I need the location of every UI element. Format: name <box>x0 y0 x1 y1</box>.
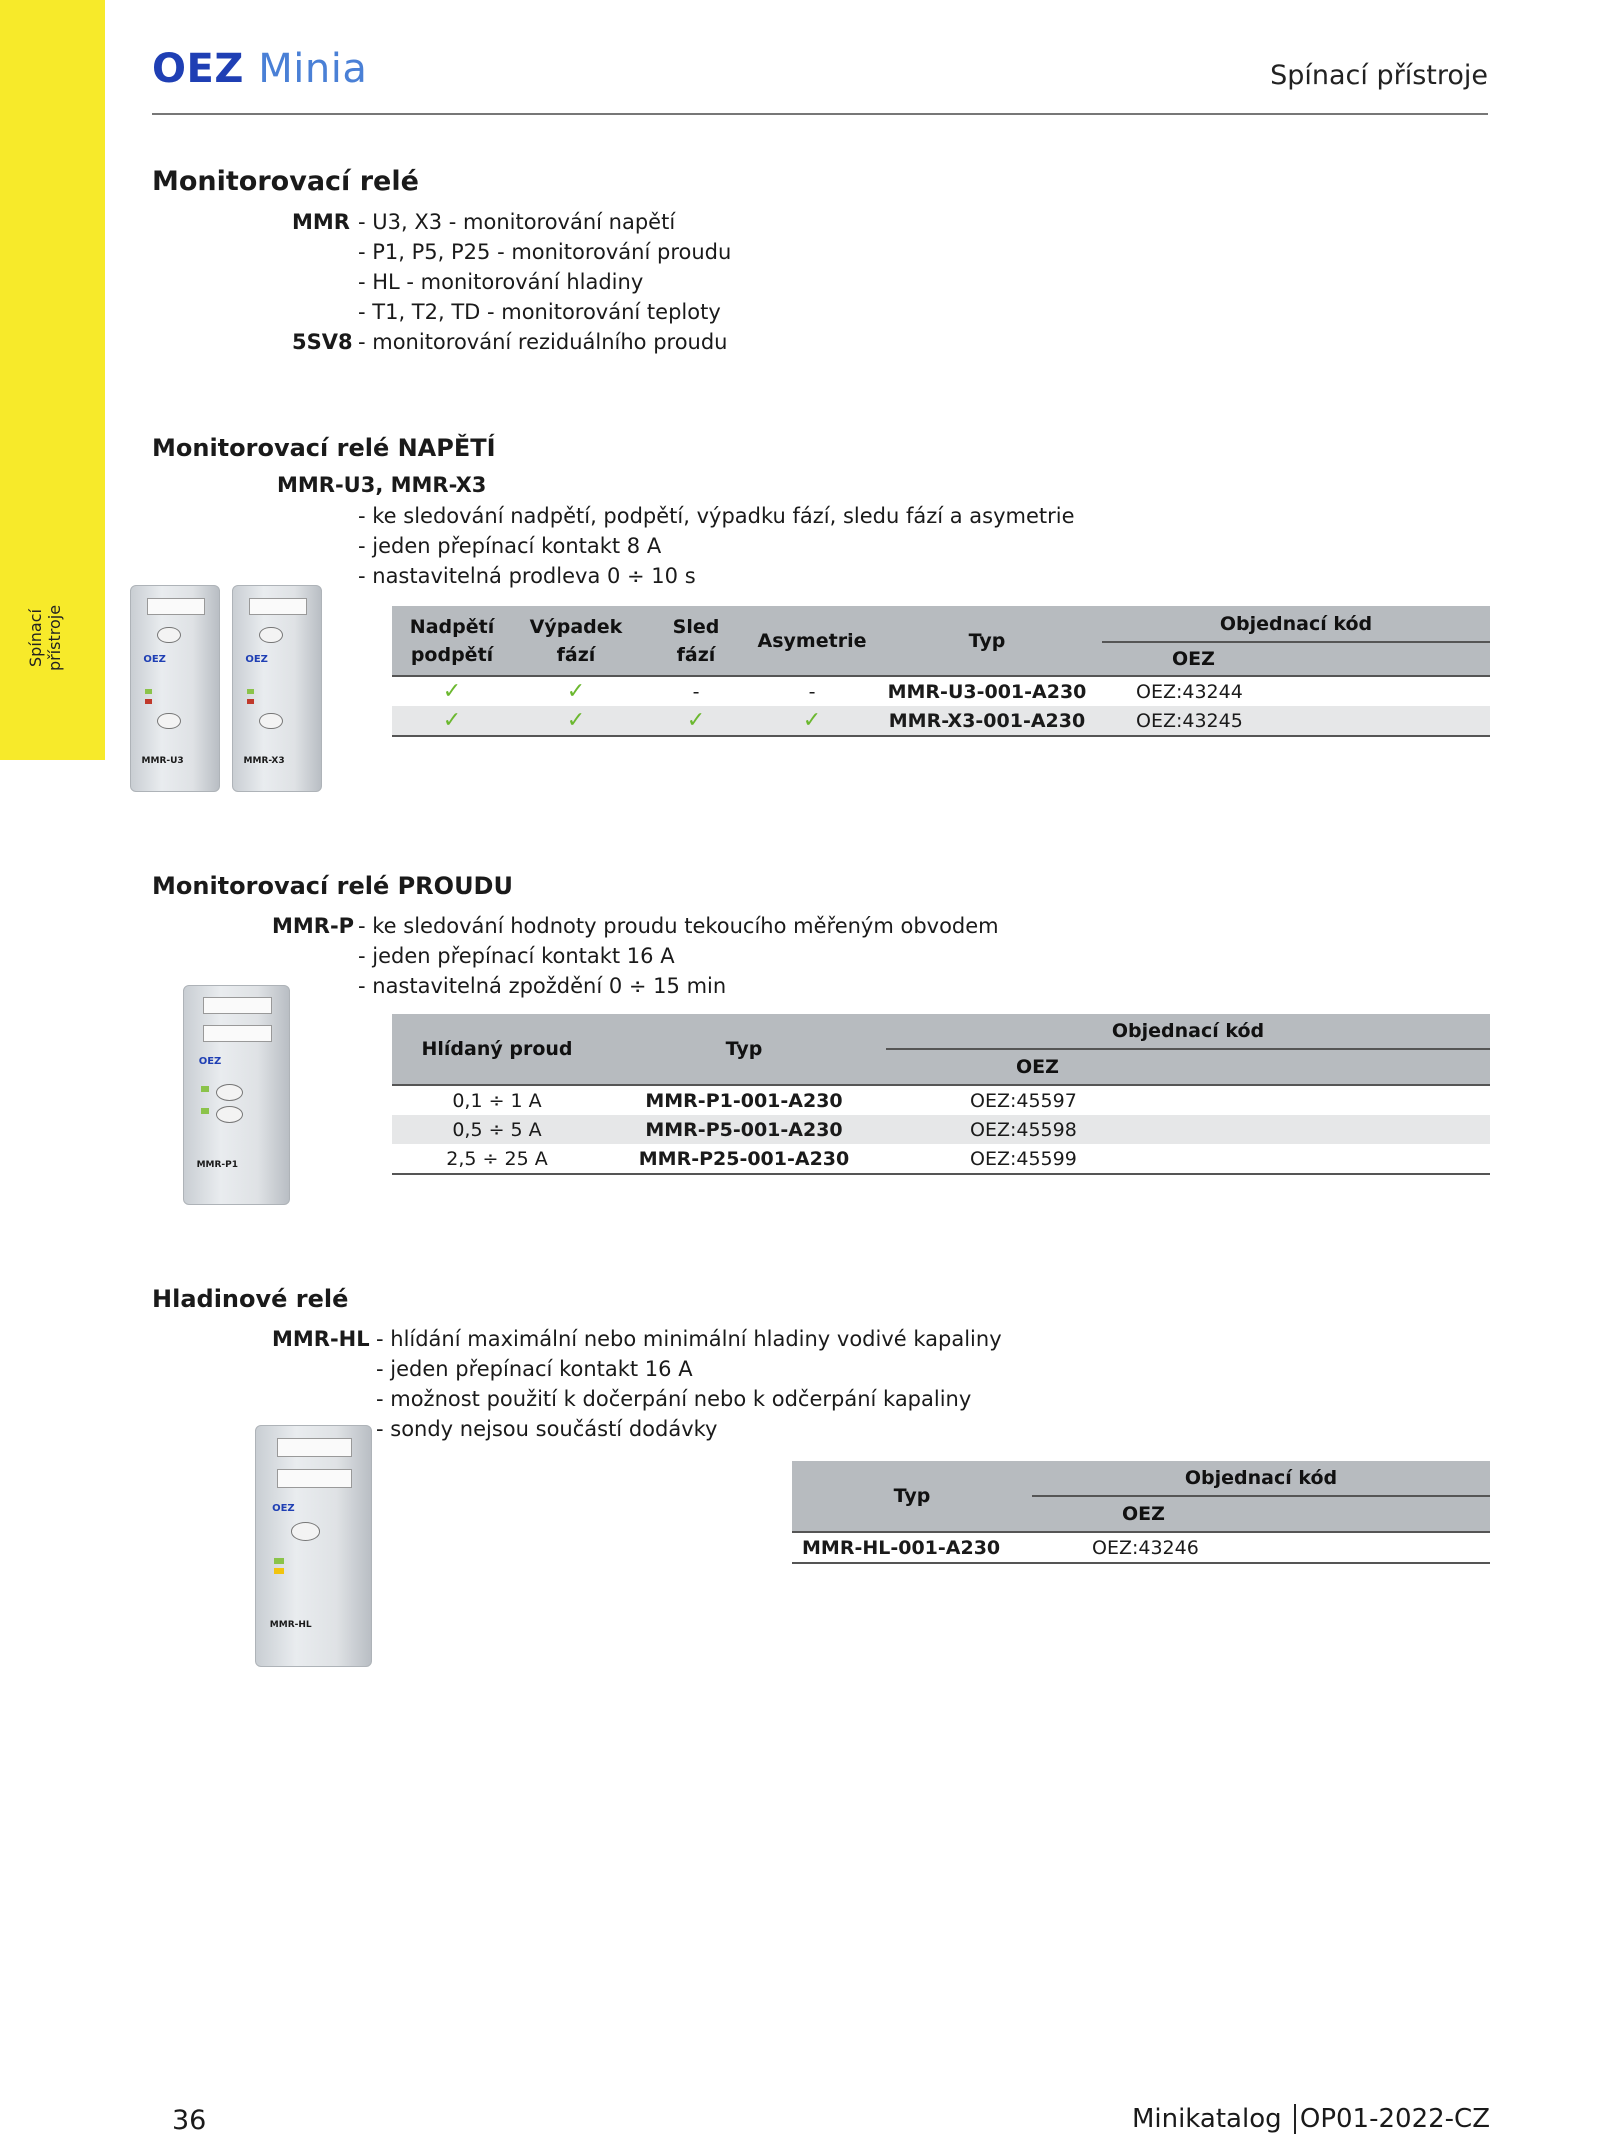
cell-type: MMR-HL-001-A230 <box>802 1536 1001 1559</box>
col-overvoltage: Nadpětí podpětí <box>392 606 512 676</box>
col-order-code: Objednací kód <box>1102 606 1490 642</box>
product-image-mmr-hl: OEZ MMR-HL <box>255 1425 372 1667</box>
cell: - <box>808 680 816 703</box>
cell-order-code: OEZ:43246 <box>1092 1536 1199 1559</box>
current-code: MMR-P <box>272 914 355 938</box>
check-icon: ✓ <box>566 679 586 704</box>
current-table <box>392 1014 1490 1175</box>
col-order-code: Objednací kód <box>886 1014 1490 1049</box>
col-type: Typ <box>602 1014 886 1085</box>
check-icon: ✓ <box>512 706 640 736</box>
col-type: Typ <box>872 606 1102 676</box>
overview-code: 5SV8 <box>292 330 353 354</box>
cell-current: 0,5 ÷ 5 A <box>392 1115 602 1144</box>
col-monitored-current: Hlídaný proud <box>392 1014 602 1085</box>
overview-item: - U3, X3 - monitorování napětí <box>358 210 676 234</box>
brand-minia: Minia <box>258 46 368 92</box>
section-title: Spínací přístroje <box>1270 60 1488 91</box>
cell-order-code: OEZ:45598 <box>886 1115 1490 1144</box>
table-row <box>392 1085 1490 1115</box>
col-phase-loss: Výpadek fází <box>512 606 640 676</box>
cell: - <box>692 680 700 703</box>
product-image-mmr-u3: OEZ MMR-U3 <box>130 585 220 792</box>
level-bullet: - hlídání maximální nebo minimální hladiny vodivé kapaliny <box>376 1327 1002 1351</box>
overview-item: - HL - monitorování hladiny <box>358 270 644 294</box>
col-asymmetry: Asymetrie <box>752 606 872 676</box>
page-number: 36 <box>172 2105 207 2136</box>
current-bullet: - ke sledování hodnoty proudu tekoucího měřeným obvodem <box>358 914 999 938</box>
brand-logo <box>152 46 367 92</box>
col-phase-sequence: Sled fází <box>640 606 752 676</box>
cell-current: 2,5 ÷ 25 A <box>446 1147 548 1170</box>
check-icon: ✓ <box>640 706 752 736</box>
table-row <box>792 1532 1490 1563</box>
brand-oez: OEZ <box>152 46 244 92</box>
voltage-bullet: - nastavitelná prodleva 0 ÷ 10 s <box>358 564 696 588</box>
device-label: MMR-X3 <box>243 756 285 767</box>
col-order-code: Objednací kód <box>1032 1461 1490 1496</box>
device-label: MMR-HL <box>269 1620 312 1631</box>
col-oez: OEZ <box>886 1049 1490 1085</box>
device-label: MMR-U3 <box>141 756 184 767</box>
col-type: Typ <box>792 1461 1032 1532</box>
col-oez: OEZ <box>1102 642 1490 676</box>
cell-order-code: OEZ:45599 <box>970 1147 1077 1170</box>
header-divider <box>152 113 1488 115</box>
device-label: MMR-P1 <box>196 1160 239 1171</box>
footer-catalog: Minikatalog OP01-2022-CZ <box>1131 2104 1490 2134</box>
cell-type: MMR-X3-001-A230 <box>872 706 1102 736</box>
voltage-bullet: - jeden přepínací kontakt 8 A <box>358 534 662 558</box>
level-bullet: - jeden přepínací kontakt 16 A <box>376 1357 693 1381</box>
cell-type: MMR-U3-001-A230 <box>887 680 1087 703</box>
side-label-line1: Spínací <box>26 609 45 667</box>
cell-type: MMR-P1-001-A230 <box>645 1089 843 1112</box>
cell-order-code: OEZ:43244 <box>1136 680 1243 703</box>
level-bullet: - sondy nejsou součástí dodávky <box>376 1417 718 1441</box>
voltage-subtitle: MMR-U3, MMR-X3 <box>277 473 487 497</box>
table-row <box>392 706 1490 736</box>
level-table <box>792 1461 1490 1564</box>
check-icon: ✓ <box>752 706 872 736</box>
table-row <box>392 1144 1490 1174</box>
overview-title: Monitorovací relé <box>152 166 419 197</box>
overview-item: - monitorování reziduálního proudu <box>358 330 728 354</box>
level-title: Hladinové relé <box>152 1285 349 1313</box>
col-oez: OEZ <box>1032 1496 1490 1532</box>
check-icon: ✓ <box>442 679 462 704</box>
voltage-table <box>392 606 1490 737</box>
product-image-mmr-p: OEZ MMR-P1 <box>183 985 290 1205</box>
table-row <box>392 1115 1490 1144</box>
voltage-bullet: - ke sledování nadpětí, podpětí, výpadku fází, sledu fází a asymetrie <box>358 504 1075 528</box>
voltage-title: Monitorovací relé NAPĚTÍ <box>152 434 496 462</box>
cell-order-code: OEZ:45597 <box>970 1089 1077 1112</box>
cell-type: MMR-P25-001-A230 <box>638 1147 850 1170</box>
side-label-line2: přístroje <box>45 604 64 672</box>
table-row <box>392 676 1490 706</box>
level-code: MMR-HL <box>272 1327 370 1351</box>
cell-order-code: OEZ:43245 <box>1102 706 1490 736</box>
overview-code: MMR <box>292 210 350 234</box>
cell-type: MMR-P5-001-A230 <box>602 1115 886 1144</box>
check-icon: ✓ <box>392 706 512 736</box>
overview-item: - P1, P5, P25 - monitorování proudu <box>358 240 732 264</box>
cell-current: 0,1 ÷ 1 A <box>452 1089 542 1112</box>
side-tab-label <box>18 598 78 678</box>
product-image-mmr-x3: OEZ MMR-X3 <box>232 585 322 792</box>
current-bullet: - nastavitelná zpoždění 0 ÷ 15 min <box>358 974 727 998</box>
overview-item: - T1, T2, TD - monitorování teploty <box>358 300 721 324</box>
current-title: Monitorovací relé PROUDU <box>152 872 513 900</box>
current-bullet: - jeden přepínací kontakt 16 A <box>358 944 675 968</box>
level-bullet: - možnost použití k dočerpání nebo k odčerpání kapaliny <box>376 1387 972 1411</box>
